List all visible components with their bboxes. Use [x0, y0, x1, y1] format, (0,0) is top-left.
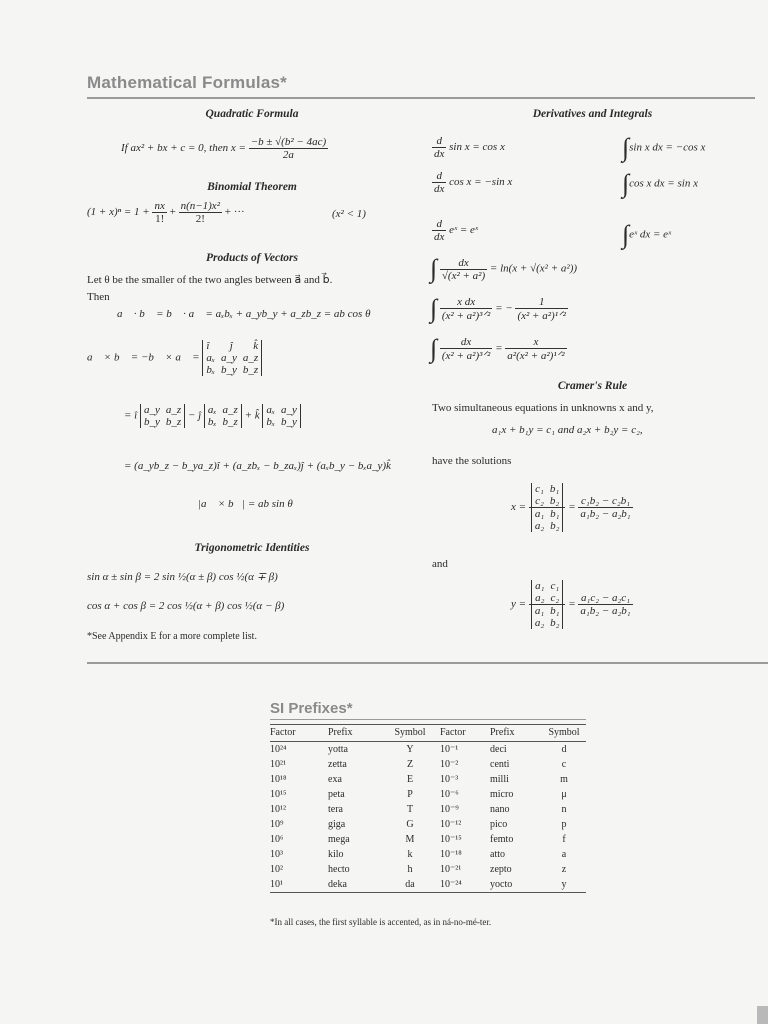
integral-exp-text: eˣ dx = eˣ	[629, 228, 672, 241]
determinant-entry: b₂	[550, 617, 560, 629]
section-products: Products of Vectors	[206, 252, 298, 264]
symbol-cell: a	[561, 849, 567, 860]
y-rhs-num: a₁c₂ − a₂c₁	[578, 592, 632, 605]
integral-1-den: √(x² + a²)	[441, 269, 486, 282]
determinant-row	[208, 416, 238, 428]
x-den-determinant	[531, 508, 564, 532]
symbol-cell: y	[542, 877, 586, 893]
si-header-row	[270, 725, 586, 742]
factor-cell: 10⁻¹²	[440, 819, 462, 830]
factor-cell: 10⁻¹	[440, 744, 459, 755]
si-row	[270, 772, 586, 787]
section-derivatives: Derivatives and Integrals	[532, 108, 653, 120]
determinant-entry: a_y	[220, 352, 237, 364]
integral-sin-text: sin x dx = −cos x	[629, 141, 706, 154]
determinant-entry: b₁	[550, 605, 560, 617]
binomial-condition: (x² < 1)	[332, 208, 366, 220]
factor-cell: 10⁻²	[440, 759, 459, 770]
d-den: dx	[434, 148, 445, 160]
integral-exp: ∫eˣ dx = eˣ	[622, 220, 672, 249]
determinant-entry: a₁	[534, 508, 545, 520]
prefix-cell: kilo	[328, 849, 344, 860]
symbol-cell: P	[407, 789, 413, 800]
factor-cell: 10²¹	[270, 759, 286, 770]
header-factor: Factor	[440, 725, 490, 742]
symbol-cell: h	[407, 864, 413, 875]
cross-magnitude: |a⃗ × b⃗| = ab sin θ	[198, 498, 293, 510]
si-row	[270, 742, 586, 758]
section-rule	[87, 662, 768, 664]
integral-3-eq: =	[495, 342, 503, 355]
prefix-cell: deka	[328, 877, 380, 893]
determinant-entry: aₓ	[266, 404, 276, 416]
symbol-cell: p	[561, 819, 567, 830]
trig-identity-2: cos α + cos β = 2 cos ½(α + β) cos ½(α − β)	[87, 600, 285, 612]
symbol-cell: da	[380, 877, 440, 893]
prefix-cell: deci	[490, 744, 507, 755]
cramer-y	[511, 580, 633, 629]
integral-2-eq: = −	[495, 302, 513, 315]
determinant-entry: a_y	[143, 404, 160, 416]
determinant-entry: c₂	[550, 592, 560, 604]
determinant-entry: a₂	[534, 617, 545, 629]
vector-intro: Let θ be the smaller of the two angles between a⃗ and b⃗.	[87, 274, 333, 286]
determinant-row	[535, 592, 559, 604]
prefix-cell: femto	[490, 834, 514, 845]
si-row	[270, 847, 586, 862]
header-symbol: Symbol	[542, 725, 586, 742]
integral-2-den: (x² + a²)³ᐟ²	[441, 310, 491, 322]
factor-cell: 10⁻⁹	[440, 804, 459, 815]
determinant-entry: a₂	[534, 520, 545, 532]
binomial-term2-den: 2!	[195, 213, 205, 225]
symbol-cell: μ	[561, 789, 567, 800]
prefix-cell: micro	[490, 789, 514, 800]
integral-cos-text: cos x dx = sin x	[629, 177, 698, 190]
x-equals: x =	[511, 501, 527, 514]
cramer-solutions-text: have the solutions	[432, 455, 512, 467]
integral-3-rnum: x	[505, 336, 566, 349]
section-quadratic: Quadratic Formula	[205, 108, 299, 120]
page-corner-scroll-handle[interactable]	[757, 1006, 768, 1024]
dot-product: a⃗ · b⃗ = b⃗ · a⃗ = aₓbₓ + a_yb_y + a_zb_z = ab cos θ	[117, 308, 371, 320]
integral-2: ∫ $\frac{\text{x dx}}{\text{(x² + a²)³ᐟ²}}$ = − $\frac{1}{\text{(x² + a²)¹ᐟ²}}$	[430, 294, 566, 323]
prefix-cell: yocto	[490, 877, 542, 893]
symbol-cell: Z	[406, 759, 414, 770]
integral-sin: ∫sin x dx = −cos x	[622, 133, 706, 162]
determinant-entry: a_z	[165, 404, 182, 416]
cross-expansion	[124, 404, 301, 428]
quadratic-lhs: If ax² + bx + c = 0, then x =	[121, 142, 246, 155]
cramer-x	[511, 483, 633, 532]
determinant-row	[266, 404, 297, 416]
determinant-entry: b_z	[165, 416, 182, 428]
cross-lhs: a⃗ × b⃗ = −b⃗ × a⃗ =	[87, 351, 200, 364]
quadratic-formula	[121, 136, 328, 161]
cross-determinant	[202, 340, 262, 376]
symbol-cell: T	[406, 804, 414, 815]
section-binomial: Binomial Theorem	[207, 181, 297, 193]
y-rhs-den: a₁b₂ − a₂b₁	[580, 605, 631, 617]
determinant-entry: b_y	[220, 364, 237, 376]
integral-cos: ∫cos x dx = sin x	[622, 169, 698, 198]
symbol-cell: M	[405, 834, 415, 845]
si-row	[270, 832, 586, 847]
prefix-cell: zepto	[490, 864, 512, 875]
title-rule	[87, 97, 755, 99]
determinant-entry: aₓ	[207, 404, 217, 416]
cross-k-unit: + k̂	[244, 409, 260, 422]
derivative-cos-text: cos x = −sin x	[449, 176, 513, 189]
integral-3: ∫ $\frac{dx}{\text{(x² + a²)³ᐟ²}}$ = $\frac{x}{\text{a²(x² + a²)¹ᐟ²}}$	[430, 334, 565, 363]
vector-then: Then	[87, 291, 110, 303]
header-factor: Factor	[270, 725, 328, 742]
binomial-term1-den: 1!	[155, 213, 165, 225]
y-den-determinant	[531, 605, 564, 629]
integral-2-rden: (x² + a²)¹ᐟ²	[517, 310, 566, 322]
section-trig: Trigonometric Identities	[194, 542, 310, 554]
symbol-cell: Y	[406, 744, 414, 755]
binomial-term2-num: n(n−1)x²	[180, 200, 220, 212]
si-row	[270, 802, 586, 817]
determinant-row	[535, 508, 560, 520]
factor-cell: 10¹⁸	[270, 774, 287, 785]
prefix-cell: atto	[490, 849, 505, 860]
y-second-equals: =	[568, 598, 576, 611]
determinant-row	[535, 617, 560, 629]
prefix-cell: pico	[490, 819, 508, 830]
determinant-entry: bₓ	[266, 416, 276, 428]
factor-cell: 10⁹	[270, 819, 284, 830]
derivative-exp	[432, 218, 478, 243]
symbol-cell: c	[561, 759, 567, 770]
prefix-cell: exa	[328, 774, 342, 785]
binomial-formula: (1 + x)ⁿ = 1 + $\frac{nx}{1!}$ + $\frac{\text{n(n−1)x²}}{2!}$ + ···	[87, 200, 245, 225]
cramer-equations: a₁x + b₁y = c₁ and a₂x + b₂y = c₂,	[492, 424, 643, 436]
determinant-row	[266, 416, 297, 428]
si-row	[270, 817, 586, 832]
symbol-cell: n	[561, 804, 567, 815]
integral-3-rden: a²(x² + a²)¹ᐟ²	[507, 350, 565, 362]
x-num-determinant	[531, 483, 563, 507]
section-cramer: Cramer's Rule	[557, 380, 628, 392]
determinant-entry: a₁	[535, 580, 545, 592]
prefix-cell: centi	[490, 759, 510, 770]
i-minor-determinant	[140, 404, 185, 428]
determinant-row	[206, 352, 258, 364]
page-title: Mathematical Formulas*	[87, 73, 287, 92]
si-title-rule	[270, 719, 586, 720]
prefix-cell: milli	[490, 774, 509, 785]
determinant-entry: b_y	[281, 416, 297, 428]
determinant-entry: bₓ	[207, 416, 217, 428]
factor-cell: 10³	[270, 849, 283, 860]
determinant-entry: c₂	[535, 495, 544, 507]
quadratic-denominator: 2a	[282, 149, 294, 161]
d-den: dx	[434, 183, 445, 195]
prefix-cell: mega	[328, 834, 350, 845]
determinant-entry: b₂	[549, 495, 560, 507]
factor-cell: 10⁻³	[440, 774, 459, 785]
cross-product	[87, 340, 262, 376]
determinant-row	[535, 495, 559, 507]
determinant-entry: a₂	[535, 592, 545, 604]
integral-2-rnum: 1	[515, 296, 567, 309]
integral-2-num: x dx	[440, 296, 492, 309]
determinant-row	[535, 520, 560, 532]
derivative-cos	[432, 170, 512, 195]
determinant-entry: a_z	[242, 352, 259, 364]
si-prefix-table	[270, 724, 586, 893]
x-rhs-num: c₁b₂ − c₂b₁	[578, 495, 632, 508]
integral-3-num: dx	[440, 336, 492, 349]
determinant-row	[535, 580, 559, 592]
x-second-equals: =	[568, 501, 576, 514]
determinant-entry: a₁	[534, 605, 545, 617]
factor-cell: 10¹⁵	[270, 789, 287, 800]
factor-cell: 10²⁴	[270, 744, 287, 755]
si-title: SI Prefixes*	[270, 700, 353, 717]
symbol-cell: G	[406, 819, 414, 830]
k-minor-determinant	[262, 404, 301, 428]
d-num: d	[432, 170, 446, 183]
cramer-and: and	[432, 558, 448, 570]
determinant-entry: a_z	[222, 404, 238, 416]
si-row	[270, 757, 586, 772]
quadratic-fraction	[249, 136, 328, 161]
prefix-cell: hecto	[328, 864, 350, 875]
determinant-entry: k̂	[253, 340, 259, 352]
integral-1-num: dx	[440, 257, 487, 270]
determinant-entry: ĵ	[229, 340, 233, 352]
determinant-row	[206, 340, 258, 352]
determinant-row	[144, 416, 181, 428]
x-rhs-den: a₁b₂ − a₂b₁	[580, 508, 631, 520]
header-prefix: Prefix	[490, 725, 542, 742]
si-row	[270, 877, 586, 893]
factor-cell: 10⁻²¹	[440, 864, 462, 875]
prefix-cell: nano	[490, 804, 510, 815]
symbol-cell: m	[560, 774, 568, 785]
determinant-row	[206, 364, 258, 376]
d-num: d	[432, 218, 446, 231]
prefix-cell: tera	[328, 804, 343, 815]
factor-cell: 10¹²	[270, 804, 286, 815]
cross-j-unit: − ĵ	[187, 409, 202, 422]
y-equals: y =	[511, 598, 527, 611]
symbol-cell: d	[561, 744, 567, 755]
determinant-entry: bₓ	[206, 364, 215, 376]
factor-cell: 10⁻²⁴	[440, 877, 490, 893]
symbol-cell: E	[406, 774, 414, 785]
factor-cell: 10⁶	[270, 834, 284, 845]
determinant-row	[144, 404, 181, 416]
j-minor-determinant	[204, 404, 242, 428]
quadratic-numerator: −b ± √(b² − 4ac)	[250, 136, 327, 148]
trig-identity-1: sin α ± sin β = 2 sin ½(α ± β) cos ½(α ∓ β)	[87, 571, 278, 583]
si-row	[270, 862, 586, 877]
determinant-entry: c₁	[535, 483, 544, 495]
determinant-entry: î	[206, 340, 210, 352]
factor-cell: 10⁻¹⁸	[440, 849, 462, 860]
x-determinant-fraction	[529, 483, 566, 532]
factor-cell: 10²	[270, 864, 283, 875]
si-row	[270, 787, 586, 802]
cross-full-expansion: = (a_yb_z − b_ya_z)î + (a_zbₓ − b_zaₓ)ĵ + (aₓb_y − bₓa_y)k̂	[124, 460, 391, 472]
determinant-entry: b₂	[550, 520, 560, 532]
factor-cell: 10¹	[270, 877, 328, 893]
derivative-sin-text: sin x = cos x	[449, 141, 505, 154]
integral-1: ∫ $\frac{dx}{\text{√(x² + a²)}}$ = ln(x + √(x² + a²))	[430, 254, 578, 283]
header-symbol: Symbol	[380, 725, 440, 742]
binomial-lhs: (1 + x)ⁿ = 1 +	[87, 206, 150, 219]
binomial-tail: + ···	[224, 206, 245, 219]
factor-cell: 10⁻¹⁵	[440, 834, 462, 845]
determinant-entry: b_y	[143, 416, 160, 428]
d-den: dx	[434, 231, 445, 243]
determinant-row	[535, 605, 560, 617]
appendix-note: *See Appendix E for a more complete list.	[87, 631, 257, 642]
determinant-entry: c₁	[550, 580, 560, 592]
derivative-exp-text: eˣ = eˣ	[449, 224, 479, 237]
d-num: d	[432, 135, 446, 148]
prefix-cell: yotta	[328, 744, 348, 755]
prefix-cell: giga	[328, 819, 346, 830]
determinant-entry: a_y	[281, 404, 297, 416]
si-footnote: *In all cases, the first syllable is accented, as in ná-no-mé-ter.	[270, 917, 492, 927]
y-determinant-fraction	[529, 580, 566, 629]
prefix-cell: zetta	[328, 759, 347, 770]
factor-cell: 10⁻⁶	[440, 789, 459, 800]
cramer-intro: Two simultaneous equations in unknowns x and y,	[432, 402, 654, 414]
binomial-term1-num: nx	[154, 200, 165, 212]
determinant-row	[535, 483, 559, 495]
integral-3-den: (x² + a²)³ᐟ²	[441, 350, 491, 362]
determinant-entry: b_z	[222, 416, 238, 428]
y-num-determinant	[531, 580, 563, 604]
symbol-cell: z	[561, 864, 567, 875]
determinant-entry: b₁	[550, 508, 560, 520]
symbol-cell: k	[407, 849, 413, 860]
determinant-entry: aₓ	[206, 352, 215, 364]
header-prefix: Prefix	[328, 725, 380, 742]
determinant-entry: b₁	[549, 483, 560, 495]
derivative-sin	[432, 135, 505, 160]
cross-i-unit: = î	[124, 409, 138, 422]
symbol-cell: f	[562, 834, 566, 845]
integral-1-rhs: = ln(x + √(x² + a²))	[489, 262, 578, 275]
determinant-entry: b_z	[242, 364, 259, 376]
prefix-cell: peta	[328, 789, 345, 800]
determinant-row	[208, 404, 238, 416]
